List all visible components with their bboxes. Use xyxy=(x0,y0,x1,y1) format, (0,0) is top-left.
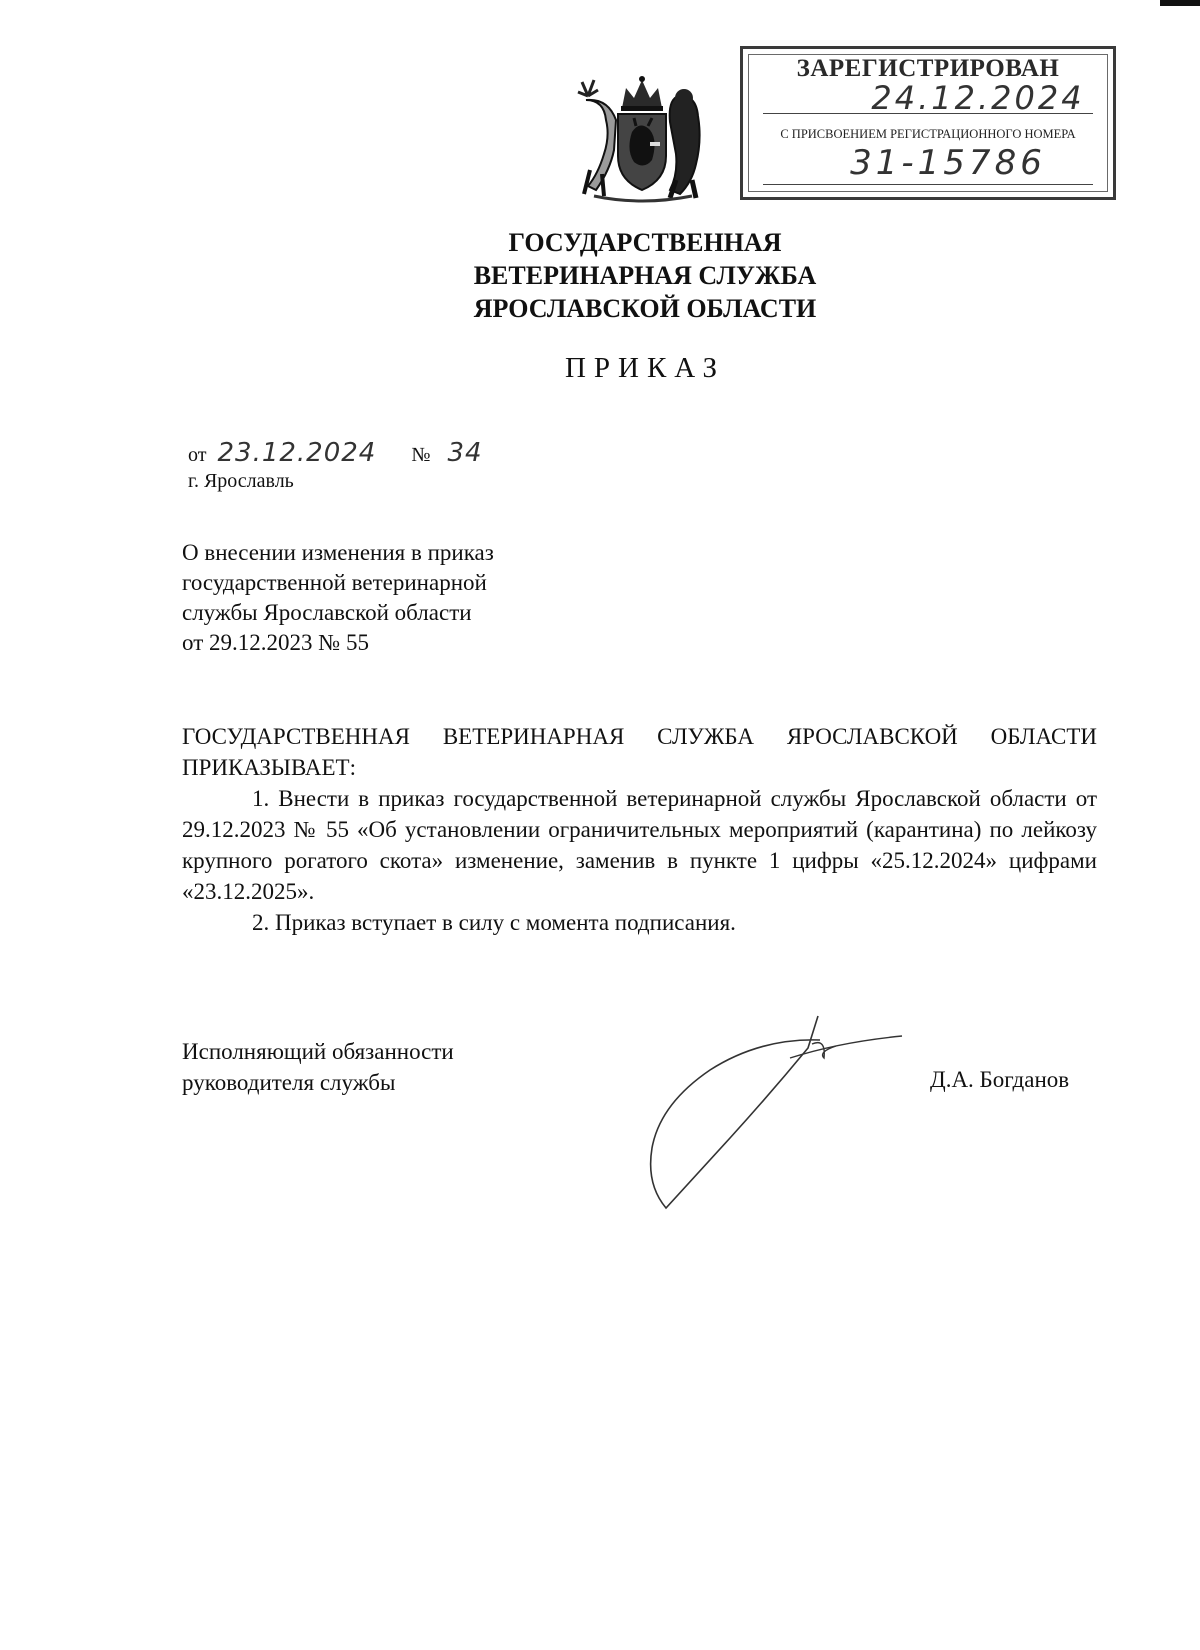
org-name-line-2: ВЕТЕРИНАРНАЯ СЛУЖБА xyxy=(473,261,817,290)
coat-of-arms-icon xyxy=(574,70,710,204)
stamp-divider xyxy=(763,113,1093,114)
stamp-title: ЗАРЕГИСТРИРОВАН xyxy=(796,55,1060,82)
signatory-position xyxy=(182,1036,454,1098)
order-date: 23.12.2024 xyxy=(217,438,377,468)
order-subject xyxy=(182,538,662,658)
subject-line-3: службы Ярославской области xyxy=(182,600,472,625)
subject-line-2: государственной ветеринарной xyxy=(182,570,487,595)
order-item-1: 1. Внести в приказ государственной ветеринарной службы Ярославской области от 29.12.2023 № 55 «Об установлении ограничительных мероприятий (карантина) по лейкозу крупного рогатого скота» изменение, заменив в пункте 1 цифры «25.12.2024» цифрами «23.12.2025». xyxy=(182,786,1097,904)
signatory-name: Д.А. Богданов xyxy=(930,1067,1070,1092)
date-prefix: от xyxy=(188,444,207,466)
registration-stamp xyxy=(740,46,1116,200)
stamp-caption: С ПРИСВОЕНИЕМ РЕГИСТРАЦИОННОГО НОМЕРА xyxy=(780,127,1076,141)
handwritten-signature-icon xyxy=(640,1008,910,1228)
subject-line-4: от 29.12.2023 № 55 xyxy=(182,630,369,655)
order-body xyxy=(182,721,1097,938)
document-type: ПРИКАЗ xyxy=(564,352,726,384)
subject-line-1: О внесении изменения в приказ xyxy=(182,540,494,565)
order-item-2: 2. Приказ вступает в силу с момента подписания. xyxy=(252,910,736,935)
scan-corner-mark xyxy=(1160,0,1200,6)
org-name-line-1: ГОСУДАРСТВЕННАЯ xyxy=(508,228,782,257)
order-preamble: ГОСУДАРСТВЕННАЯ ВЕТЕРИНАРНАЯ СЛУЖБА ЯРОСЛАВСКОЙ ОБЛАСТИ ПРИКАЗЫВАЕТ: xyxy=(182,724,1097,780)
number-prefix: № xyxy=(411,444,431,466)
stamp-bottom-line xyxy=(763,184,1093,185)
organization-header xyxy=(340,226,950,325)
order-number: 34 xyxy=(447,438,483,468)
signatory-position-line-2: руководителя службы xyxy=(182,1070,396,1095)
order-date-line xyxy=(188,438,483,468)
signatory-position-line-1: Исполняющий обязанности xyxy=(182,1039,454,1064)
stamp-registration-number: 31-15786 xyxy=(850,143,1046,183)
order-city: г. Ярославль xyxy=(188,470,294,492)
org-name-line-3: ЯРОСЛАВСКОЙ ОБЛАСТИ xyxy=(473,294,817,323)
stamp-registration-date: 24.12.2024 xyxy=(871,79,1085,117)
